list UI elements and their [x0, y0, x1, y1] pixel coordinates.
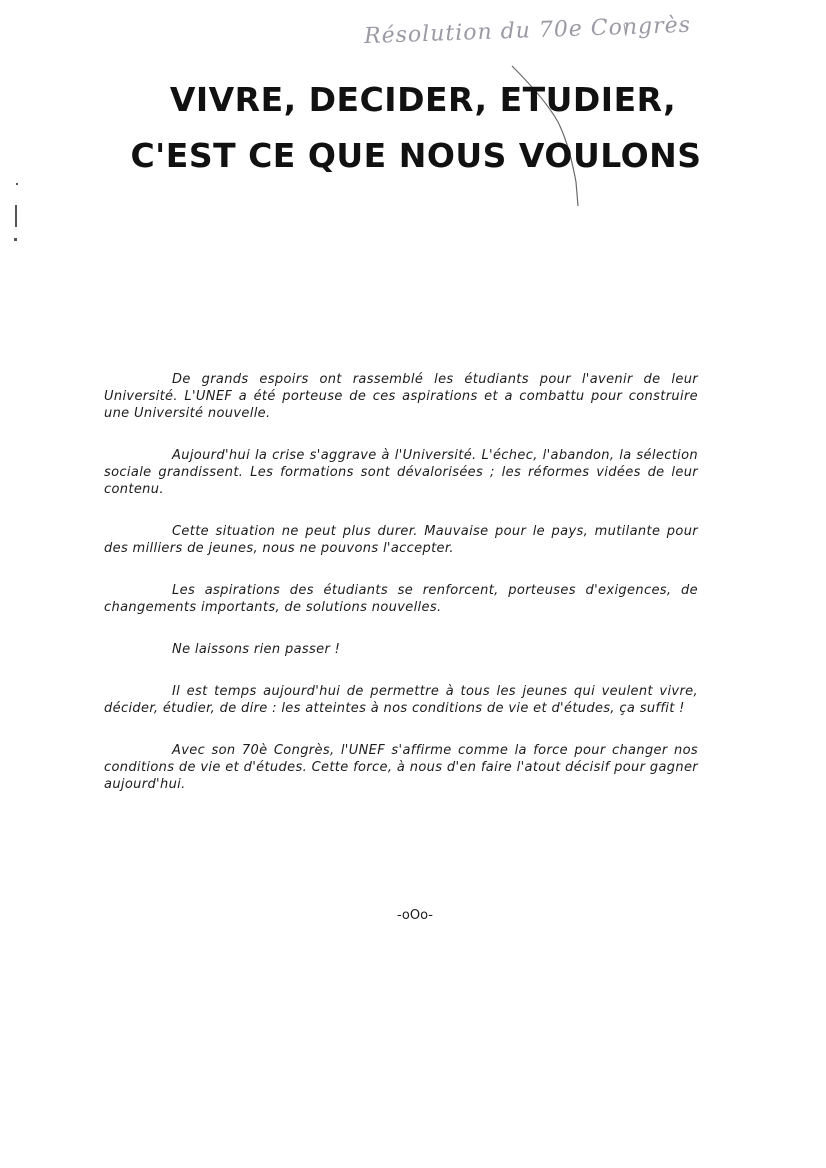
margin-mark-dot: [14, 238, 17, 241]
paragraph: De grands espoirs ont rassemblé les étudiants pour l'avenir de leur Université. L'UNEF a été porteuse de ces aspirations et a combattu pour construire une Université nouvelle.: [104, 372, 698, 421]
document-title: [0, 72, 826, 184]
paragraph: Aujourd'hui la crise s'aggrave à l'Université. L'échec, l'abandon, la sélection sociale grandissent. Les formations sont dévalorisées ; les réformes vidées de leur contenu.: [104, 448, 698, 497]
resolution-body: [104, 371, 698, 818]
title-line-2: C'EST CE QUE NOUS VOULONS: [130, 136, 702, 175]
paragraph: Ne laissons rien passer !: [172, 642, 341, 657]
title-line-1: VIVRE, DECIDER, ETUDIER,: [169, 80, 677, 119]
handwritten-annotation: Résolution du 70e Congrès: [363, 12, 692, 50]
paragraph: Il est temps aujourd'hui de permettre à tous les jeunes qui veulent vivre, décider, étudier, de dire : les atteintes à nos conditions de vie et d'études, ça suffit !: [104, 684, 698, 716]
paragraph: Avec son 70è Congrès, l'UNEF s'affirme comme la force pour changer nos conditions de vie et d'études. Cette force, à nous d'en faire l'atout décisif pour gagner aujourd'hui.: [104, 743, 698, 792]
paragraph: Cette situation ne peut plus durer. Mauvaise pour le pays, mutilante pour des milliers de jeunes, nous ne pouvons l'accepter.: [104, 524, 698, 556]
closing-ornament: -oOo-: [396, 908, 433, 923]
paragraph: Les aspirations des étudiants se renforcent, porteuses d'exigences, de changements importants, de solutions nouvelles.: [104, 583, 698, 615]
margin-mark-line: [15, 205, 17, 227]
